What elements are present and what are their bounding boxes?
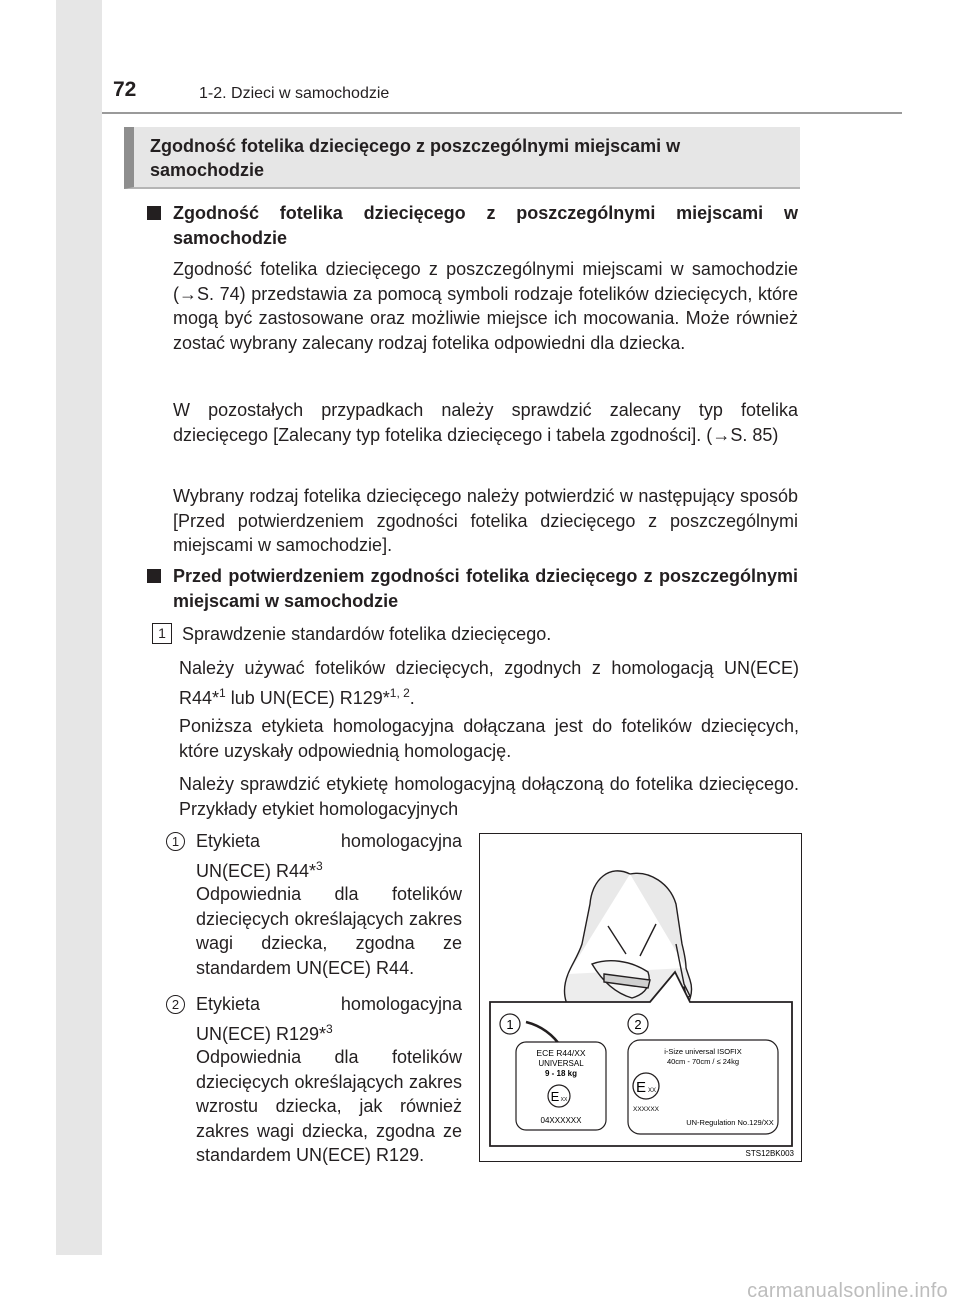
svg-text:E: E	[635, 1079, 647, 1096]
svg-text:XX: XX	[560, 1097, 568, 1103]
page-number: 72	[113, 78, 137, 101]
svg-text:E: E	[550, 1089, 560, 1104]
site-watermark: carmanualsonline.info	[747, 1280, 948, 1302]
paragraph-check-label: Należy sprawdzić etykietę homologacyjną dołączoną do fotelika dziecięcego. Przykłady etykiet homologacyjnych	[179, 774, 799, 819]
subsection-heading-2: Przed potwierdzeniem zgodności fotelika dziecięcego z poszczególnymi miejscami w samochodzie	[173, 564, 798, 613]
running-header: 1-2. Dzieci w samochodzie	[199, 85, 390, 102]
illustration-callout-1: 1	[506, 1017, 514, 1032]
square-bullet-icon	[147, 569, 161, 583]
r129-label-regulation: UN-Regulation No.129/XX	[686, 1118, 774, 1127]
child-seat-illustration	[480, 834, 800, 1160]
r44-label-weight: 9 - 18 kg	[544, 1069, 578, 1078]
paragraph-compatibility: Zgodność fotelika dziecięcego z poszczególnymi miejscami w samochodzie (→S. 74) przedstawia za pomocą symboli rodzaje fotelików dziecięcych, które mogą być zastosowane oraz możliwie miejsce ich mocowania. Może również zostać wybrany zalecany rodzaj fotelika odpowiedni dla dziecka.	[173, 259, 798, 353]
paragraph-other-cases: W pozostałych przypadkach należy sprawdzić zalecany typ fotelika dziecięcego [Zalecany typ fotelika dziecięcego i tabela zgodności]. (→S. 85)	[173, 400, 798, 445]
step-number-box: 1	[152, 623, 172, 644]
paragraph-confirm-type: Wybrany rodzaj fotelika dziecięcego należy potwierdzić w następujący sposób [Przed potwierdzeniem zgodności fotelika dziecięcego z poszczególnymi miejscami w samochodzie].	[173, 486, 798, 555]
homologation-label-illustration	[479, 833, 802, 1162]
r129-label-range: 40cm - 70cm / ≤ 24kg	[666, 1057, 740, 1066]
section-title: Zgodność fotelika dziecięcego z poszczególnymi miejscami w samochodzie	[150, 136, 681, 180]
paragraph-label-attached: Poniższa etykieta homologacyjna dołączana jest do fotelików dziecięcych, które uzyskały odpowiednią homologację.	[179, 716, 799, 761]
side-margin-strip	[56, 0, 102, 1255]
r129-label-isize: i-Size universal ISOFIX	[664, 1047, 742, 1056]
subsection-heading-1: Zgodność fotelika dziecięcego z poszczególnymi miejscami w samochodzie	[173, 201, 798, 250]
arrow-right-icon: →	[712, 424, 731, 445]
svg-text:XX: XX	[647, 1088, 657, 1094]
callout-number-2: 2	[166, 995, 185, 1014]
r44-label-code: 04XXXXXX	[540, 1116, 582, 1125]
square-bullet-icon	[147, 206, 161, 220]
arrow-right-icon: →	[179, 283, 197, 304]
label-1-description: Odpowiednia dla fotelików dziecięcych określających zakres wagi dziecka, zgodna ze standardem UN(ECE) R44.	[196, 884, 462, 978]
header-rule	[102, 112, 902, 114]
r44-label-universal: UNIVERSAL	[538, 1059, 584, 1068]
callout-number-1: 1	[166, 832, 185, 851]
r44-label-regulation: ECE R44/XX	[536, 1048, 586, 1058]
r129-label-code: XXXXXX	[632, 1106, 660, 1113]
label-1-title: Etykieta homologacyjna UN(ECE) R44*$^3$	[196, 831, 462, 881]
paragraph-homologation: Należy używać fotelików dziecięcych, zgodnych z homologacją UN(ECE) R44*$^1$ lub UN(ECE) R129*$^{1, 2}$.	[179, 658, 799, 708]
illustration-callout-2: 2	[634, 1017, 642, 1032]
label-2-description: Odpowiednia dla fotelików dziecięcych określających zakres wzrostu dziecka, jak również zakres wagi dziecka, zgodna ze standardem UN(ECE) R129.	[196, 1047, 462, 1165]
step-text: Sprawdzenie standardów fotelika dziecięcego.	[182, 624, 552, 644]
image-code: STS12BK003	[745, 1149, 794, 1158]
label-2-title: Etykieta homologacyjna UN(ECE) R129*$^3$	[196, 994, 462, 1044]
section-title-box	[124, 127, 800, 189]
